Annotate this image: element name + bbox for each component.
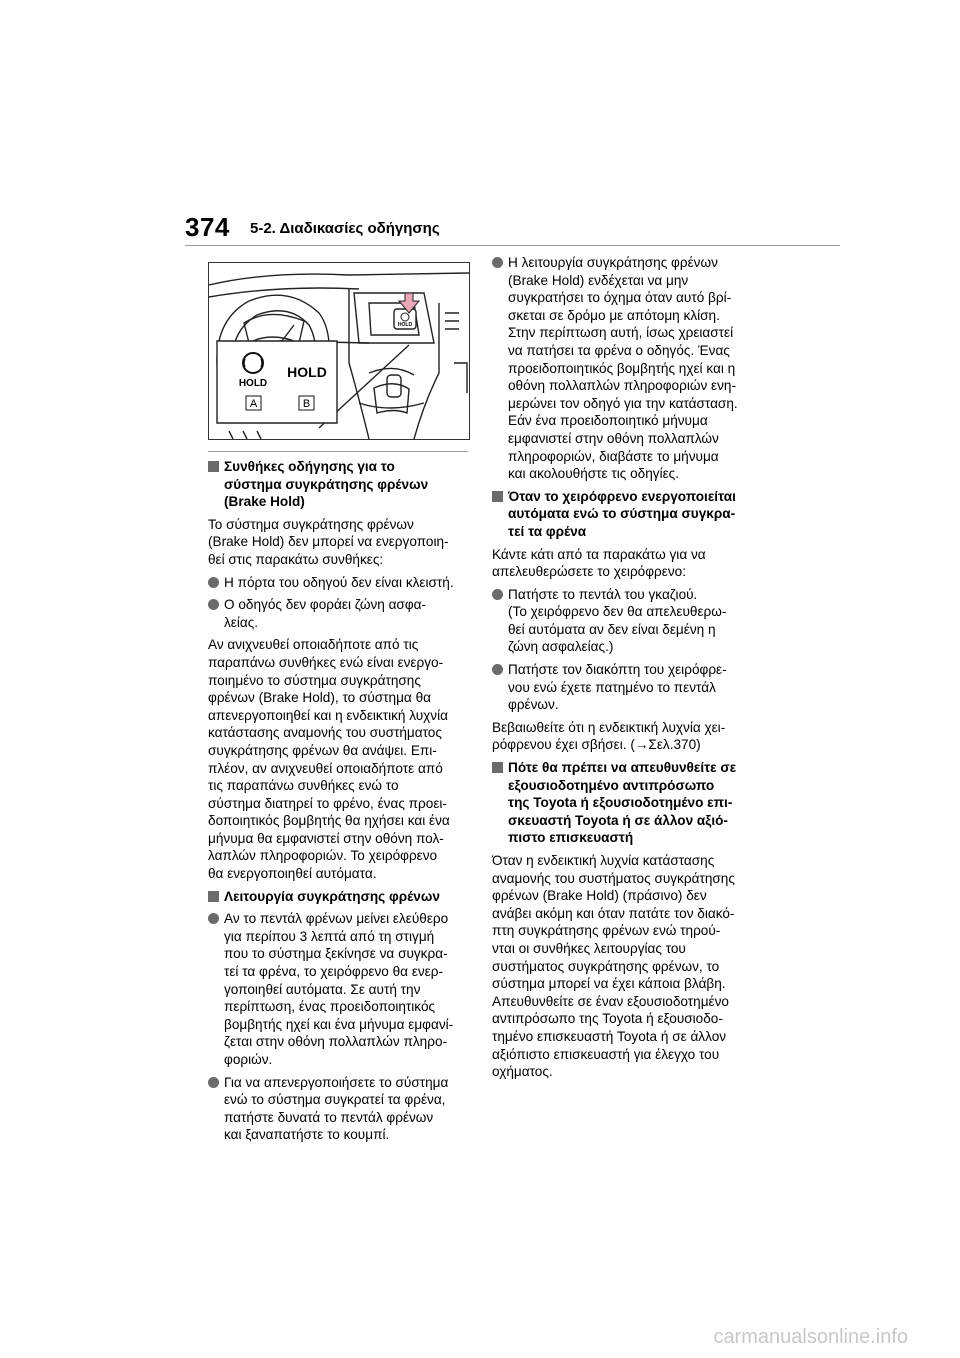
bullet-item: Η λειτουργία συγκράτησης φρένων (Brake Hold) ενδέχεται να μην συγκρατήσει το όχημα όταν αυτό βρί- σκεται σε δρόμο με απότομη κλίση. Στην περίπτωση αυτή, ίσως χρειαστεί να πατήσει τα φρένα ο οδηγός. Ένας προειδοποιητικός βομβητής ηχεί και η οθόνη πολλαπλών πληροφοριών ενη- μερώνει τον οδηγό για την κατάσταση. Εάν ένα προειδοποιητικό μήνυμα εμφανιστεί στην οθόνη πολλαπλών πληροφοριών, διαβάστε το μήνυμα και ακολουθήστε τις οδηγίες. — [492, 254, 762, 483]
square-bullet-icon — [492, 762, 503, 773]
footer-watermark — [0, 1326, 960, 1349]
heading-brake-hold-operation: Λειτουργία συγκράτησης φρένων — [208, 888, 470, 906]
bullet-item: Η πόρτα του οδηγού δεν είναι κλειστή. — [208, 574, 470, 592]
brake-hold-illustration — [208, 262, 470, 440]
section-title: 5-2. Διαδικασίες οδήγησης — [250, 220, 440, 237]
square-bullet-icon — [208, 891, 219, 902]
page-number: 374 — [185, 212, 230, 242]
heading-parking-brake-auto: Όταν το χειρόφρενο ενεργοποιείται αυτόματα ενώ το σύστημα συγκρα- τεί τα φρένα — [492, 488, 762, 541]
bullet-item: Πατήστε τον διακόπτη του χειρόφρε- νου ενώ έχετε πατημένο το πεντάλ φρένων. — [492, 661, 762, 714]
circle-bullet-icon — [492, 589, 503, 600]
paragraph: Αν ανιχνευθεί οποιαδήποτε από τις παραπάνω συνθήκες ενώ είναι ενεργο- ποιημένο το σύστημα συγκράτησης φρένων (Brake Hold), το σύστημα θα απενεργοποιηθεί και η ενδεικτική λυχνία κατάστασης αναμονής του συστήματος συγκράτησης φρένων θα ανάψει. Επι- πλέον, αν ανιχνευθεί οποιαδήποτε από τις παραπάνω συνθήκες ενώ το σύστημα διατηρεί το φρένο, ένας προει- δοποιητικός βομβητής θα ηχήσει και ένα μήνυμα θα εμφανιστεί στην οθόνη πολ- λαπλών πληροφοριών. Το χειρόφρενο θα ενεργοποιηθεί αυτόματα. — [208, 637, 450, 882]
illustration-divider — [208, 451, 468, 452]
circle-bullet-icon — [208, 599, 219, 610]
heading-contact-dealer: Πότε θα πρέπει να απευθυνθείτε σε εξουσιοδοτημένο αντιπρόσωπο της Toyota ή εξουσιοδοτημένο επι- σκευαστή Toyota ή σε άλλον αξιό- πιστο επισκευαστή — [492, 759, 762, 847]
circle-bullet-icon — [208, 577, 219, 588]
circle-bullet-icon — [492, 664, 503, 675]
circle-bullet-icon — [208, 1077, 219, 1088]
left-column — [208, 458, 470, 1149]
bullet-item: Αν το πεντάλ φρένων μείνει ελεύθερο για περίπου 3 λεπτά από τη στιγμή που το σύστημα ξεκίνησε να συγκρα- τεί τα φρένα, το χειρόφρενο θα ενερ- γοποιηθεί αυτόματα. Σε αυτή την περίπτωση, ένας προειδοποιητικός βομβητής ηχεί και ένα μήνυμα εμφανί- ζεται στην οθόνη πολλαπλών πληρο- φοριών. — [208, 910, 470, 1068]
heading-driving-conditions: Συνθήκες οδήγησης για το σύστημα συγκράτησης φρένων (Brake Hold) — [208, 458, 470, 511]
callout-a: A — [249, 398, 258, 410]
paragraph: Όταν η ενδεικτική λυχνία κατάστασης αναμονής του συστήματος συγκράτησης φρένων (Brake Hold) (πράσινο) δεν ανάβει ακόμη και όταν πατάτε τον διακό- πτη συγκράτησης φρένων ενώ τηρού- νται οι συνθήκες λειτουργίας του συστήματος συγκράτησης φρένων, το σύστημα μπορεί να έχει κάποια βλάβη. Απευθυνθείτε σε έναν εξουσιοδοτημένο αντιπρόσωπο της Toyota ή εξουσιοδο- τημένο επισκευαστή Toyota ή σε άλλον αξιόπιστο επισκευαστή για έλεγχο του οχήματος. — [492, 853, 735, 1080]
watermark-text: carmanualsonline.info — [713, 1326, 908, 1348]
bullet-item: Ο οδηγός δεν φοράει ζώνη ασφα- λείας. — [208, 596, 470, 631]
bullet-item: Πατήστε το πεντάλ του γκαζιού. (Το χειρόφρενο δεν θα απελευθερω- θεί αυτόματα αν δεν είναι δεμένη η ζώνη ασφαλείας.) — [492, 586, 762, 656]
page-header — [0, 0, 960, 260]
paragraph: Κάντε κάτι από τα παρακάτω για να απελευθερώσετε το χειρόφρενο: — [492, 546, 706, 580]
dashboard-drawing — [209, 263, 469, 439]
callout-b: B — [302, 398, 311, 410]
right-column — [492, 254, 762, 1086]
square-bullet-icon — [208, 461, 219, 472]
hold-icon-label: HOLD — [238, 378, 268, 389]
paragraph: Το σύστημα συγκράτησης φρένων (Brake Hold) δεν μπορεί να ενεργοποιη- θεί στις παρακάτω συνθήκες: — [208, 516, 449, 567]
circle-bullet-icon — [492, 257, 503, 268]
circle-bullet-icon — [208, 913, 219, 924]
paragraph: Βεβαιωθείτε ότι η ενδεικτική λυχνία χει- ρόφρενου έχει σβήσει. (→Σελ.370) — [492, 719, 726, 753]
button-label: HOLD — [397, 322, 413, 328]
header-divider — [185, 245, 840, 246]
bullet-item: Για να απενεργοποιήσετε το σύστημα ενώ το σύστημα συγκρατεί τα φρένα, πατήστε δυνατά το πεντάλ φρένων και ξαναπατήστε το κουμπί. — [208, 1074, 470, 1144]
hold-indicator-text: HOLD — [287, 364, 327, 380]
square-bullet-icon — [492, 491, 503, 502]
